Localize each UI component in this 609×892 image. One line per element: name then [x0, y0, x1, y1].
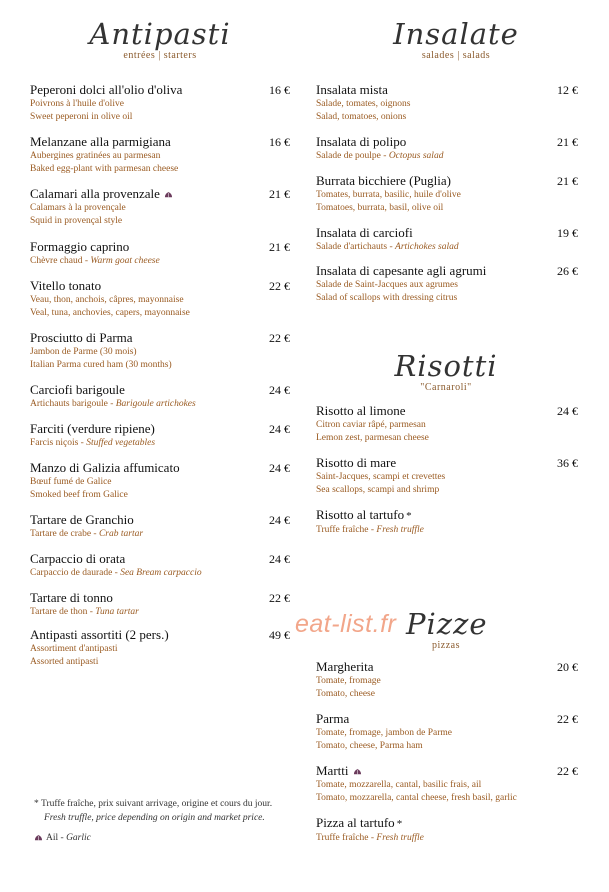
watermark: eat-list.fr	[295, 610, 397, 638]
item-row	[316, 263, 578, 279]
menu-item	[30, 82, 290, 124]
item-desc-en: Veal, tuna, anchovies, capers, mayonnaise	[30, 308, 190, 318]
item-desc-en: Stuffed vegetables	[86, 438, 156, 448]
star-mark: *	[396, 818, 403, 830]
item-description	[30, 567, 290, 580]
item-price: 24 €	[269, 383, 290, 397]
item-row	[316, 82, 578, 98]
item-name: Insalata mista	[316, 82, 388, 97]
item-desc-fr: Aubergines gratinées au parmesan	[30, 151, 161, 161]
menu-item	[316, 815, 578, 845]
item-row	[316, 763, 578, 779]
menu-item	[30, 421, 290, 450]
item-name: Margherita	[316, 659, 374, 674]
item-row	[30, 551, 290, 567]
section-subtitle: pizzas	[432, 640, 460, 651]
item-name: Insalata di polipo	[316, 134, 407, 149]
item-price: 22 €	[557, 764, 578, 778]
antipasti-header	[30, 18, 290, 62]
menu-item	[30, 330, 290, 372]
item-row	[316, 815, 578, 832]
item-price: 22 €	[269, 331, 290, 345]
item-desc-en: Artichokes salad	[395, 242, 459, 252]
item-desc-en: Warm goat cheese	[90, 256, 160, 266]
menu-item	[30, 627, 290, 669]
item-row	[30, 590, 290, 606]
item-desc-en: Fresh truffle	[376, 833, 424, 843]
item-desc-en: Sea scallops, scampi and shrimp	[316, 485, 440, 495]
item-desc-fr: Farcis niçois -	[30, 438, 84, 448]
item-desc-en: Tuna tartar	[95, 607, 139, 617]
menu-item	[30, 551, 290, 580]
item-desc-en: Baked egg-plant with parmesan cheese	[30, 164, 179, 174]
menu-item	[316, 455, 578, 497]
section-title: Risotti	[394, 349, 498, 383]
item-name: Risotto al limone	[316, 403, 406, 418]
menu-item	[316, 659, 578, 701]
garlic-en: Garlic	[66, 833, 91, 843]
menu-item	[316, 82, 578, 124]
item-desc-en: Assorted antipasti	[30, 657, 99, 667]
item-desc-fr: Assortiment d'antipasti	[30, 644, 118, 654]
item-name: Melanzane alla parmigiana	[30, 134, 171, 149]
item-row	[30, 186, 290, 202]
item-desc-fr: Tomates, burrata, basilic, huile d'olive	[316, 190, 461, 200]
item-description	[316, 241, 578, 254]
menu-item	[316, 711, 578, 753]
item-name: Carciofi barigoule	[30, 382, 125, 397]
item-name: Calamari alla provenzale	[30, 186, 173, 201]
item-row	[316, 711, 578, 727]
garlic-icon	[353, 768, 362, 776]
item-desc-fr: Salade de Saint-Jacques aux agrumes	[316, 280, 458, 290]
item-name: Burrata bicchiere (Puglia)	[316, 173, 451, 188]
item-row	[316, 403, 578, 419]
item-name: Farciti (verdure ripiene)	[30, 421, 155, 436]
item-desc-fr: Tomate, fromage, jambon de Parme	[316, 728, 452, 738]
item-desc-fr: Calamars à la provençale	[30, 203, 126, 213]
menu-item	[316, 225, 578, 254]
note-en: Fresh truffle, price depending on origin and market price.	[44, 813, 265, 823]
item-desc-en: Tomato, cheese, Parma ham	[316, 741, 423, 751]
item-price: 16 €	[269, 83, 290, 97]
item-price: 24 €	[269, 461, 290, 475]
item-description	[316, 524, 578, 537]
item-desc-en: Crab tartar	[98, 529, 144, 539]
item-desc-en: Italian Parma cured ham (30 months)	[30, 360, 172, 370]
section-title: Antipasti	[89, 17, 231, 51]
item-price: 12 €	[557, 83, 578, 97]
item-price: 36 €	[557, 456, 578, 470]
item-desc-fr: Salade d'artichauts -	[316, 242, 393, 252]
item-desc-en: Salad of scallops with dressing citrus	[316, 293, 458, 303]
item-name: Pizza al tartufo *	[316, 815, 403, 830]
item-price: 22 €	[269, 591, 290, 605]
insalate-header	[376, 18, 536, 62]
item-name: Vitello tonato	[30, 278, 102, 293]
item-name: Martti	[316, 763, 362, 778]
item-price: 49 €	[269, 628, 290, 642]
item-description	[30, 255, 290, 268]
item-description	[30, 606, 290, 619]
item-name: Carpaccio di orata	[30, 551, 126, 566]
menu-item	[30, 134, 290, 176]
item-price: 21 €	[557, 174, 578, 188]
item-desc-en: Sea Bream carpaccio	[120, 568, 202, 578]
item-desc-fr: Carpaccio de daurade -	[30, 568, 118, 578]
item-desc-fr: Tomate, mozzarella, cantal, basilic frais, ail	[316, 780, 482, 790]
item-price: 24 €	[269, 422, 290, 436]
footer-truffle-note	[34, 797, 296, 825]
item-price: 22 €	[269, 279, 290, 293]
menu-item	[316, 173, 578, 215]
item-description	[30, 528, 290, 541]
item-desc-en: Lemon zest, parmesan cheese	[316, 433, 429, 443]
item-name: Formaggio caprino	[30, 239, 130, 254]
item-desc-fr: Tartare de thon -	[30, 607, 93, 617]
item-desc-fr: Jambon de Parme (30 mois)	[30, 347, 137, 357]
item-price: 22 €	[557, 712, 578, 726]
garlic-icon	[34, 834, 43, 842]
item-price: 21 €	[557, 135, 578, 149]
item-row	[30, 330, 290, 346]
item-price: 24 €	[269, 552, 290, 566]
note-fr: Truffe fraîche, prix suivant arrivage, origine et cours du jour.	[40, 799, 273, 809]
item-description	[30, 437, 290, 450]
item-desc-en: Squid in provençal style	[30, 216, 123, 226]
star-mark: *	[34, 799, 39, 809]
item-row	[316, 659, 578, 675]
menu-item	[30, 590, 290, 619]
item-desc-en: Fresh truffle	[376, 525, 424, 535]
item-name: Risotto di mare	[316, 455, 397, 470]
section-subtitle: "Carnaroli"	[420, 382, 472, 393]
item-description	[30, 398, 290, 411]
item-desc-fr: Truffe fraîche -	[316, 525, 375, 535]
item-row	[30, 278, 290, 294]
pizze-header	[406, 608, 486, 652]
menu-item	[30, 186, 290, 228]
item-row	[30, 134, 290, 150]
item-description	[316, 832, 578, 845]
item-desc-fr: Salade de poulpe -	[316, 151, 387, 161]
item-name: Prosciutto di Parma	[30, 330, 133, 345]
section-title: Insalate	[393, 17, 519, 51]
item-desc-fr: Tartare de crabe -	[30, 529, 97, 539]
item-price: 24 €	[557, 404, 578, 418]
item-desc-en: Tomato, mozzarella, cantal cheese, fresh basil, garlic	[316, 793, 517, 803]
item-name: Antipasti assortiti (2 pers.)	[30, 627, 169, 642]
item-desc-en: Tomatoes, burrata, basil, olive oil	[316, 203, 444, 213]
item-desc-fr: Saint-Jacques, scampi et crevettes	[316, 472, 446, 482]
item-name: Insalata di capesante agli agrumi	[316, 263, 487, 278]
section-subtitle: salades | salads	[421, 50, 491, 61]
item-row	[30, 382, 290, 398]
menu-item	[30, 512, 290, 541]
item-name: Manzo di Galizia affumicato	[30, 460, 180, 475]
item-row	[316, 225, 578, 241]
item-price: 21 €	[269, 187, 290, 201]
item-desc-fr: Bœuf fumé de Galice	[30, 477, 112, 487]
garlic-icon	[164, 191, 173, 199]
menu-item	[316, 134, 578, 163]
item-desc-en: Smoked beef from Galice	[30, 490, 128, 500]
menu-item	[316, 507, 578, 537]
item-row	[30, 512, 290, 528]
item-row	[30, 239, 290, 255]
item-name: Peperoni dolci all'olio d'oliva	[30, 82, 183, 97]
menu-item	[30, 460, 290, 502]
item-price: 19 €	[557, 226, 578, 240]
item-price: 16 €	[269, 135, 290, 149]
item-row	[30, 421, 290, 437]
risotti-header	[386, 350, 506, 394]
menu-item	[30, 382, 290, 411]
section-title: Pizze	[406, 607, 488, 641]
menu-item	[30, 239, 290, 268]
item-desc-en: Salad, tomatoes, onions	[316, 112, 407, 122]
item-price: 26 €	[557, 264, 578, 278]
garlic-fr: Ail -	[46, 833, 64, 843]
item-desc-en: Barigoule artichokes	[115, 399, 196, 409]
footer-garlic-note	[34, 831, 296, 845]
menu-item	[30, 278, 290, 320]
item-name: Insalata di carciofi	[316, 225, 413, 240]
item-row	[316, 134, 578, 150]
section-subtitle: entrées | starters	[123, 50, 197, 61]
item-row	[30, 82, 290, 98]
item-name: Risotto al tartufo *	[316, 507, 412, 522]
item-desc-en: Tomato, cheese	[316, 689, 375, 699]
item-row	[316, 455, 578, 471]
item-price: 21 €	[269, 240, 290, 254]
item-price: 24 €	[269, 513, 290, 527]
item-row	[316, 507, 578, 524]
item-desc-en: Sweet peperoni in olive oil	[30, 112, 133, 122]
menu-item	[316, 763, 578, 805]
item-row	[30, 460, 290, 476]
item-desc-fr: Artichauts barigoule -	[30, 399, 114, 409]
item-price: 20 €	[557, 660, 578, 674]
menu-item	[316, 263, 578, 305]
star-mark: *	[406, 510, 412, 522]
item-desc-fr: Citron caviar râpé, parmesan	[316, 420, 426, 430]
item-desc-fr: Tomate, fromage	[316, 676, 381, 686]
item-description	[316, 150, 578, 163]
item-desc-fr: Veau, thon, anchois, câpres, mayonnaise	[30, 295, 184, 305]
item-row	[30, 627, 290, 643]
item-row	[316, 173, 578, 189]
item-name: Tartare di tonno	[30, 590, 113, 605]
menu-item	[316, 403, 578, 445]
item-desc-en: Octopus salad	[388, 151, 444, 161]
item-desc-fr: Poivrons à l'huile d'olive	[30, 99, 124, 109]
item-desc-fr: Truffe fraîche -	[316, 833, 375, 843]
item-desc-fr: Salade, tomates, oignons	[316, 99, 411, 109]
item-desc-fr: Chèvre chaud -	[30, 256, 89, 266]
item-name: Parma	[316, 711, 350, 726]
item-name: Tartare de Granchio	[30, 512, 134, 527]
